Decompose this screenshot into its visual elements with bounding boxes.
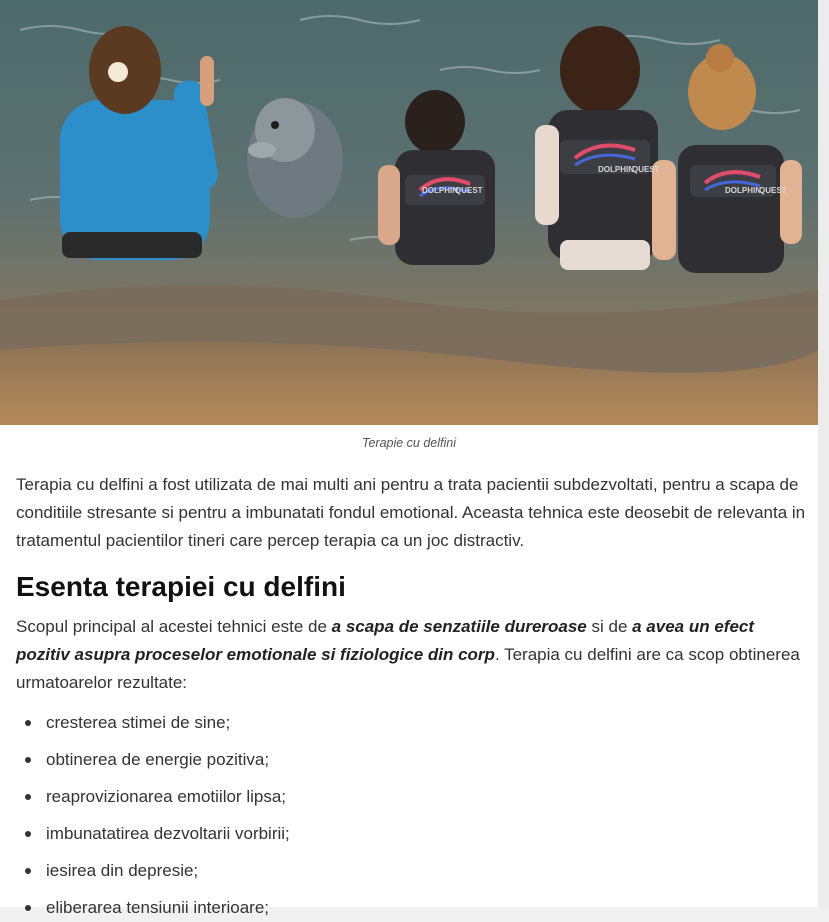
benefits-list xyxy=(16,709,802,922)
paragraph-text: si de xyxy=(586,617,633,636)
article-photo xyxy=(0,0,818,425)
emphasis-text: a avea un efect pozitiv asupra proceselor emotionale si fiziologice din corp xyxy=(16,617,755,664)
intro-paragraph: Terapia cu delfini a fost utilizata de mai multi ani pentru a trata pacientii subdezvoltati, pentru a scapa de conditiile stresante si pentru a imbunatati fondul emotional. Aceasta tehnica este deosebit de relevanta in tratamentul pacientilor tineri care percep terapia ca un joc distractiv. xyxy=(16,475,806,550)
list-item xyxy=(16,746,802,774)
list-item xyxy=(16,820,802,848)
list-item xyxy=(16,783,802,811)
bullet-icon xyxy=(25,720,31,726)
dolphin-therapy-illustration xyxy=(0,0,818,425)
vest-brand-text: QUEST xyxy=(759,186,787,195)
vest-brand-text: QUEST xyxy=(455,186,483,195)
page-gutter xyxy=(818,0,829,907)
list-item xyxy=(16,857,802,885)
list-item-text: imbunatatirea dezvoltarii vorbirii; xyxy=(46,824,290,843)
list-item-text: cresterea stimei de sine; xyxy=(46,713,231,732)
list-item-text: obtinerea de energie pozitiva; xyxy=(46,750,270,769)
list-item xyxy=(16,894,802,922)
emphasis-text: a scapa de senzatiile dureroase xyxy=(331,617,587,636)
list-item-text: iesirea din depresie; xyxy=(46,861,199,880)
bullet-icon xyxy=(25,794,31,800)
photo-caption: Terapie cu delfini xyxy=(361,436,457,450)
bullet-icon xyxy=(25,868,31,874)
vest-brand-text: DOLPHIN xyxy=(598,165,634,174)
vest-brand-text: QUEST xyxy=(632,165,660,174)
section-paragraph xyxy=(16,613,806,697)
paragraph-text: . Terapia cu delfini are ca scop obtinerea urmatoarelor rezultate: xyxy=(16,645,800,692)
vest-brand-text: DOLPHIN xyxy=(422,186,458,195)
list-item-text: reaprovizionarea emotiilor lipsa; xyxy=(46,787,287,806)
section-heading: Esenta terapiei cu delfini xyxy=(16,571,346,602)
list-item xyxy=(16,709,802,737)
bullet-icon xyxy=(25,905,31,911)
article-content xyxy=(0,471,818,922)
vest-brand-text: DOLPHIN xyxy=(725,186,761,195)
list-item-text: eliberarea tensiunii interioare; xyxy=(46,898,270,917)
bullet-icon xyxy=(25,757,31,763)
paragraph-text: Scopul principal al acestei tehnici este de xyxy=(16,617,332,636)
bullet-icon xyxy=(25,831,31,837)
